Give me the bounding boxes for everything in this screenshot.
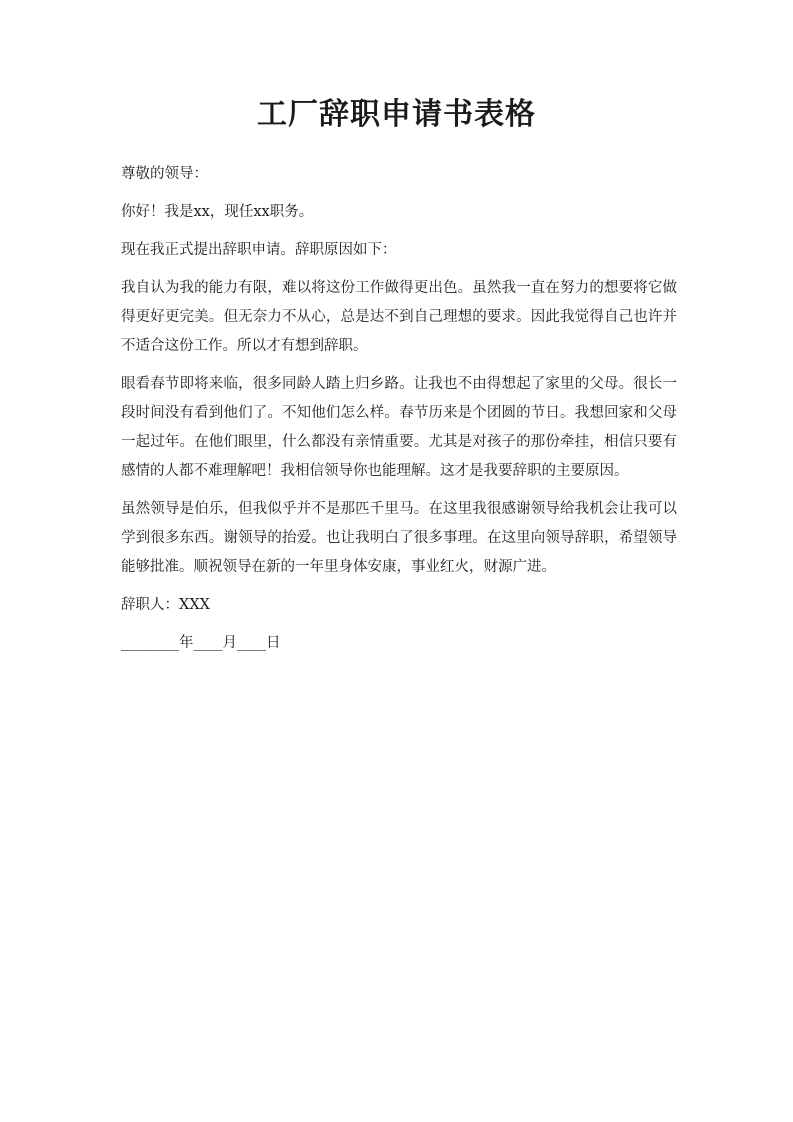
body-paragraph-thanks: 虽然领导是伯乐，但我似乎并不是那匹千里马。在这里我很感谢领导给我机会让我可以学到很多东西。谢领导的抬爱。也让我明白了很多事理。在这里向领导辞职，希望领导能够批准。顺祝领导在新的一年里身体安康，事业红火，财源广进。 — [121, 501, 677, 575]
greeting: 你好！我是xx，现任xx职务。 — [121, 204, 314, 220]
intro-paragraph: 现在我正式提出辞职申请。辞职原因如下： — [121, 242, 397, 258]
signature: 辞职人：XXX — [121, 597, 210, 613]
body-paragraph-reason-family: 眼看春节即将来临，很多同龄人踏上归乡路。让我也不由得想起了家里的父母。很长一段时间没有看到他们了。不知他们怎么样。春节历来是个团圆的节日。我想回家和父母一起过年。在他们眼里，什么都没有亲情重要。尤其是对孩子的那份牵挂，相信只要有感情的人都不难理解吧！我相信领导你也能理解。这才是我要辞职的主要原因。 — [121, 376, 677, 479]
body-paragraph-reason-ability: 我自认为我的能力有限，难以将这份工作做得更出色。虽然我一直在努力的想要将它做得更好更完美。但无奈力不从心，总是达不到自己理想的要求。因此我觉得自己也许并不适合这份工作。所以才有想到辞职。 — [121, 280, 677, 354]
date-line: ________年____月____日 — [121, 635, 281, 651]
document-title: 工厂辞职申请书表格 — [257, 97, 536, 132]
document-body — [121, 160, 677, 667]
salutation: 尊敬的领导： — [121, 166, 208, 182]
